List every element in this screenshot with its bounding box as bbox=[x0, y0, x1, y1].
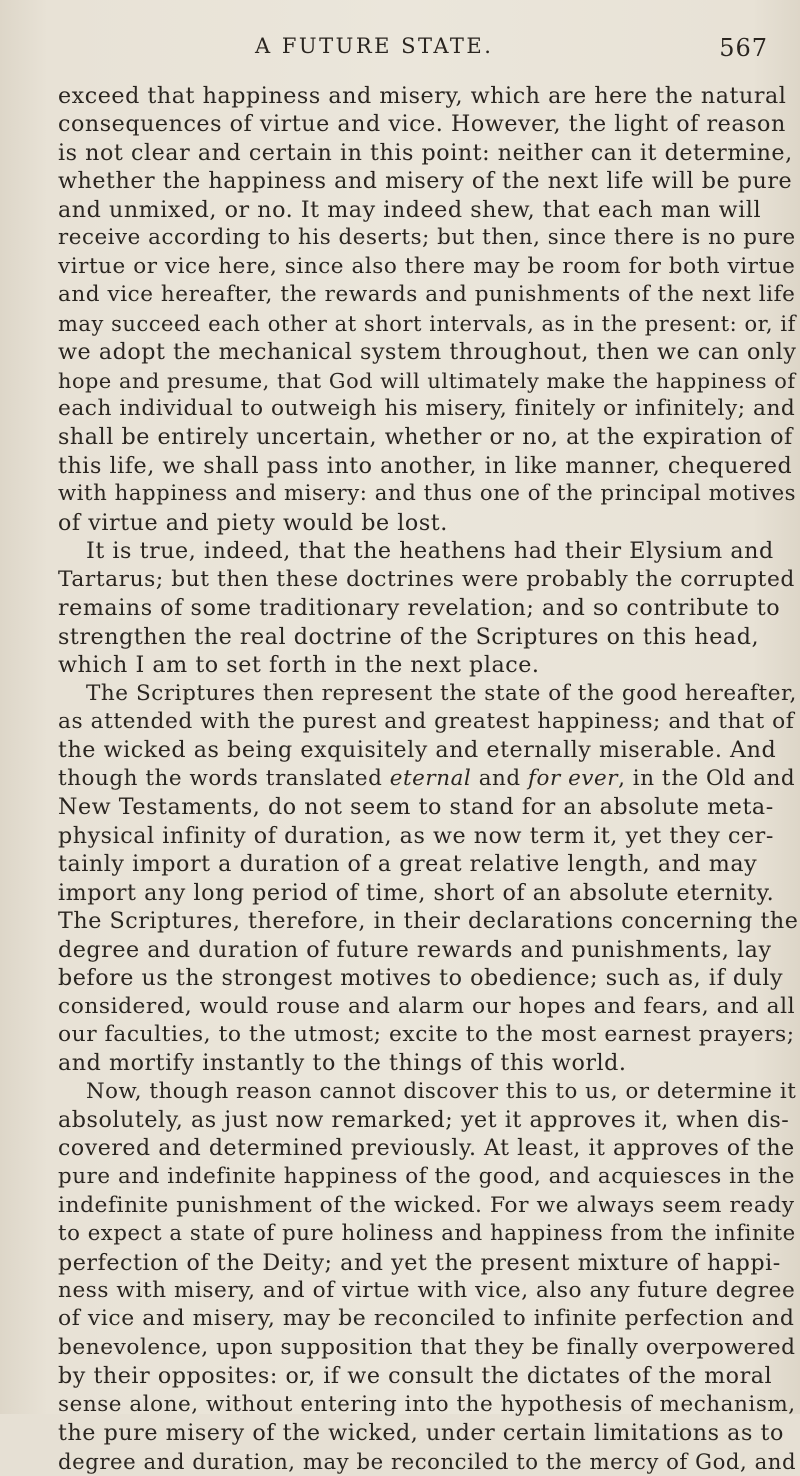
text-line: ness with misery, and of virtue with vice, also any future degree bbox=[58, 1278, 796, 1304]
text-line: and unmixed, or no. It may indeed shew, that each man will bbox=[58, 196, 762, 223]
text-line: of vice and misery, may be reconciled to infinite perfection and bbox=[58, 1306, 795, 1332]
text-segment: and bbox=[478, 765, 521, 791]
text-line: benevolence, upon supposition that they be finally overpowered bbox=[58, 1334, 796, 1360]
text-line: may succeed each other at short intervals, as in the present: or, if bbox=[58, 311, 796, 336]
running-title: A FUTURE STATE. bbox=[255, 34, 494, 58]
text-line: sense alone, without entering into the hypothesis of mechanism, bbox=[58, 1391, 796, 1417]
page-number: 567 bbox=[719, 34, 768, 62]
text-line: we adopt the mechanical system throughout, then we can only bbox=[58, 339, 797, 366]
text-line-with-italics bbox=[58, 765, 798, 793]
text-segment: , in the Old and bbox=[618, 765, 796, 791]
text-line: receive according to his deserts; but then, since there is no pure bbox=[58, 225, 796, 251]
text-line: consequences of virtue and vice. However, the light of reason bbox=[58, 111, 786, 138]
text-line: pure and indefinite happiness of the good, and acquiesces in the bbox=[58, 1164, 795, 1190]
text-line: covered and determined previously. At least, it approves of the bbox=[58, 1135, 795, 1161]
text-line: and vice hereafter, the rewards and punishments of the next life bbox=[58, 282, 796, 308]
text-segment: though the words translated bbox=[58, 765, 383, 791]
text-line: to expect a state of pure holiness and happiness from the infinite bbox=[58, 1221, 796, 1247]
text-line: import any long period of time, short of an absolute eternity. bbox=[58, 879, 775, 906]
text-line: which I am to set forth in the next place. bbox=[58, 652, 540, 679]
text-line: strengthen the real doctrine of the Scriptures on this head, bbox=[58, 623, 760, 650]
text-line: our faculties, to the utmost; excite to the most earnest prayers; bbox=[58, 1021, 795, 1047]
text-line: each individual to outweigh his misery, finitely or infinitely; and bbox=[58, 395, 796, 421]
text-line: whether the happiness and misery of the next life will be pure bbox=[58, 168, 793, 195]
body-text bbox=[58, 82, 798, 1476]
paragraph-start-line: The Scriptures then represent the state of the good hereafter, bbox=[86, 680, 797, 706]
italic-term: eternal bbox=[389, 765, 472, 791]
text-line: exceed that happiness and misery, which are here the natural bbox=[58, 83, 787, 109]
text-line: the pure misery of the wicked, under certain limitations as to bbox=[58, 1420, 784, 1447]
text-line: the wicked as being exquisitely and eternally miserable. And bbox=[58, 737, 777, 764]
text-line: degree and duration of future rewards and punishments, lay bbox=[58, 936, 772, 963]
text-line: with happiness and misery: and thus one of the principal motives bbox=[58, 481, 797, 507]
text-line: by their opposites: or, if we consult the dictates of the moral bbox=[58, 1363, 773, 1390]
text-line: is not clear and certain in this point: neither can it determine, bbox=[58, 139, 793, 166]
page-header bbox=[0, 30, 800, 70]
text-line: degree and duration, may be reconciled to the mercy of God, and bbox=[58, 1448, 797, 1474]
text-line: considered, would rouse and alarm our hopes and fears, and all bbox=[58, 993, 796, 1019]
text-line: hope and presume, that God will ultimately make the happiness of bbox=[58, 368, 796, 393]
text-line: as attended with the purest and greatest happiness; and that of bbox=[58, 708, 795, 734]
text-line: Tartarus; but then these doctrines were probably the corrupted bbox=[58, 566, 795, 592]
text-line: and mortify instantly to the things of this world. bbox=[58, 1050, 627, 1077]
text-line: physical infinity of duration, as we now term it, yet they cer- bbox=[58, 822, 774, 849]
text-line: perfection of the Deity; and yet the present mixture of happi- bbox=[58, 1249, 781, 1276]
text-line: absolutely, as just now remarked; yet it approves it, when dis- bbox=[58, 1107, 790, 1134]
text-line: this life, we shall pass into another, in like manner, chequered bbox=[58, 452, 793, 479]
text-line: shall be entirely uncertain, whether or no, at the expiration of bbox=[58, 424, 793, 451]
text-line: remains of some traditionary revelation; and so contribute to bbox=[58, 595, 781, 622]
paragraph-start-line: Now, though reason cannot discover this to us, or determine it bbox=[86, 1078, 797, 1104]
text-line: virtue or vice here, since also there may be room for both virtue bbox=[58, 253, 796, 279]
text-line: tainly import a duration of a great relative length, and may bbox=[58, 851, 758, 878]
italic-term: for ever bbox=[528, 765, 619, 791]
text-line: New Testaments, do not seem to stand for an absolute meta- bbox=[58, 794, 774, 821]
text-line: before us the strongest motives to obedience; such as, if duly bbox=[58, 965, 784, 992]
paragraph-start-line: It is true, indeed, that the heathens had their Elysium and bbox=[86, 538, 774, 565]
text-line: of virtue and piety would be lost. bbox=[58, 509, 448, 536]
text-line: The Scriptures, therefore, in their declarations concerning the bbox=[58, 908, 799, 935]
text-line: indefinite punishment of the wicked. For we always seem ready bbox=[58, 1192, 795, 1218]
